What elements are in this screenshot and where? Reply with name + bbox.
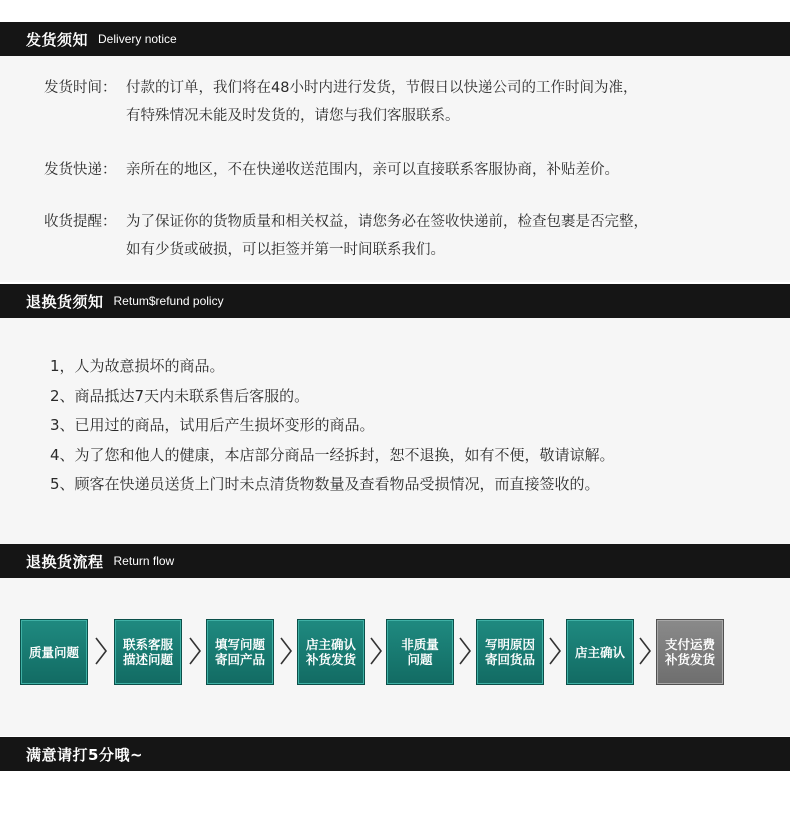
flow-step-line: 补货发货 [664, 652, 715, 667]
flow-header [0, 544, 790, 578]
rating-header [0, 737, 790, 771]
refund-list [50, 352, 615, 500]
flow-step [20, 619, 88, 685]
refund-item: 1，人为故意损坏的商品。 [50, 357, 225, 375]
refund-item: 4、为了您和他人的健康，本店部分商品一经拆封，恕不退换，如有不便，敬请谅解。 [50, 445, 615, 464]
flow-step-line: 店主确认 [574, 644, 625, 660]
chevron-right-icon [458, 636, 472, 666]
flow-step [114, 619, 182, 685]
flow-step-line: 寄回产品 [214, 652, 265, 667]
delivery-time-line: 付款的订单，我们将在48小时内进行发货，节假日以快递公司的工作时间为准， [126, 80, 638, 96]
refund-item: 2、商品抵达7天内未联系售后客服的。 [50, 386, 310, 405]
delivery-reminder-line: 如有少货或破损，可以拒签并第一时间联系我们。 [126, 242, 445, 258]
delivery-reminder-label: 收货提醒： [44, 214, 117, 230]
flow-step [476, 619, 544, 685]
flow-step-line: 非质量 [401, 637, 439, 652]
flow-step-line: 支付运费 [664, 637, 715, 652]
flow-step-line: 质量问题 [28, 644, 79, 660]
rating-title: 满意请打5分哦~ [26, 745, 144, 764]
flow-step-line: 问题 [407, 652, 433, 667]
chevron-right-icon [94, 636, 108, 666]
flow-step [386, 619, 454, 685]
flow-step-line: 联系客服 [122, 637, 173, 652]
flow-step [656, 619, 724, 685]
delivery-time-item [44, 74, 637, 130]
chevron-right-icon [188, 636, 202, 666]
flow-step-line: 店主确认 [305, 637, 356, 652]
flow-subtitle: Return flow [113, 554, 175, 568]
chevron-right-icon [369, 636, 383, 666]
flow-step-line: 写明原因 [484, 637, 535, 652]
flow-step-line: 填写问题 [214, 637, 265, 652]
delivery-subtitle: Delivery notice [98, 32, 177, 46]
refund-item: 3、已用过的商品，试用后产生损坏变形的商品。 [50, 416, 375, 434]
flow-step-line: 补货发货 [305, 652, 356, 667]
delivery-time-line: 有特殊情况未能及时发货的，请您与我们客服联系。 [126, 108, 460, 124]
refund-title: 退换货须知 [26, 292, 104, 311]
flow-step-line: 寄回货品 [484, 652, 535, 667]
delivery-courier-item [44, 156, 619, 184]
chevron-right-icon [279, 636, 293, 666]
delivery-title: 发货须知 [26, 30, 89, 49]
flow-title: 退换货流程 [26, 552, 104, 571]
flow-step-line: 描述问题 [122, 652, 173, 667]
flow-step [566, 619, 634, 685]
chevron-right-icon [548, 636, 562, 666]
refund-panel [0, 318, 790, 544]
delivery-time-label: 发货时间： [44, 80, 117, 96]
chevron-right-icon [638, 636, 652, 666]
delivery-reminder-line: 为了保证你的货物质量和相关权益，请您务必在签收快递前，检查包裹是否完整， [126, 214, 648, 230]
refund-subtitle: Retum$refund policy [113, 294, 224, 308]
refund-item: 5、顾客在快递员送货上门时未点清货物数量及查看物品受损情况，而直接签收的。 [50, 475, 600, 493]
flow-step [206, 619, 274, 685]
delivery-courier-label: 发货快递： [44, 162, 117, 178]
delivery-panel [0, 56, 790, 282]
delivery-reminder-item [44, 208, 648, 264]
refund-header [0, 284, 790, 318]
flow-step [297, 619, 365, 685]
delivery-header [0, 22, 790, 56]
delivery-courier-line: 亲所在的地区，不在快递收送范围内，亲可以直接联系客服协商，补贴差价。 [126, 162, 619, 178]
